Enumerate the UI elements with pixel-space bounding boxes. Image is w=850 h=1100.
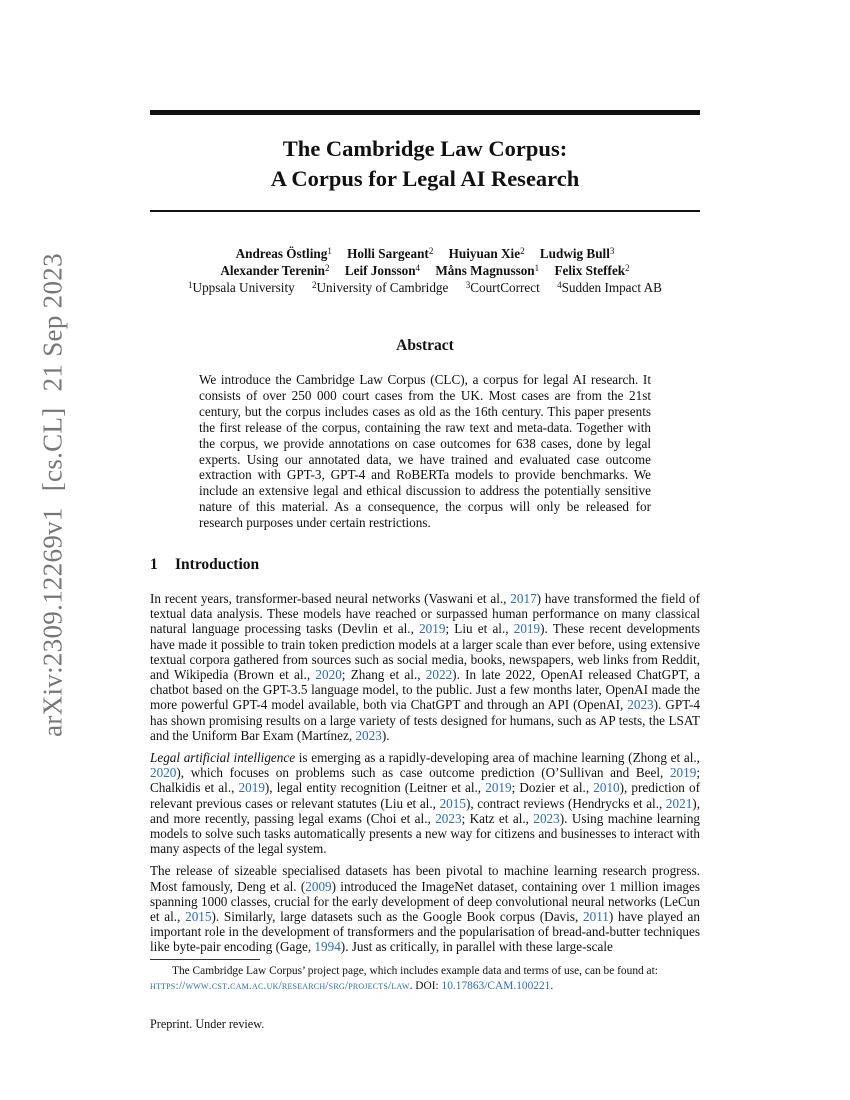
- author-name: Andreas Östling: [235, 246, 328, 261]
- citation-link[interactable]: 2019: [513, 621, 541, 637]
- arxiv-stamp: [38, 253, 69, 737]
- citation-link[interactable]: 2011: [583, 909, 609, 925]
- footnote: The Cambridge Law Corpus’ project page, which includes example data and terms of use, can be found at: https://www.cst.cam.ac.uk/research/srg/projects/law. DOI: 10.17863/CAM.100221.: [150, 965, 658, 992]
- citation-link[interactable]: 2021: [665, 795, 693, 811]
- citation-link[interactable]: 2019: [485, 780, 512, 796]
- affiliations: $^1$Uppsala University $^2$University of Cambridge $^3$CourtCorrect $^4$Sudden Impact AB: [188, 280, 662, 295]
- author-name: Måns Magnusson: [435, 263, 535, 278]
- authors-line-1: Andreas Östling$^1$ Holli Sargeant$^2$ Huiyuan Xie$^2$ Ludwig Bull$^3$: [235, 246, 615, 261]
- citation-link[interactable]: 2023: [533, 810, 560, 826]
- affiliation: Uppsala University: [192, 280, 295, 295]
- author-name: Holli Sargeant: [347, 246, 429, 261]
- section-title: Introduction: [175, 556, 260, 573]
- citation-link[interactable]: 2020: [150, 765, 177, 781]
- preprint-note: Preprint. Under review.: [150, 1017, 265, 1031]
- title-line-2: A Corpus for Legal AI Research: [270, 166, 580, 191]
- doi-link[interactable]: 10.17863/CAM.100221: [441, 979, 551, 992]
- citation-link[interactable]: 2019: [238, 780, 265, 796]
- arxiv-date: 21 Sep 2023: [37, 253, 68, 392]
- affiliation: University of Cambridge: [316, 280, 449, 295]
- emphasis: Legal artificial intelligence: [150, 750, 296, 766]
- title-line-1: The Cambridge Law Corpus:: [282, 136, 568, 161]
- arxiv-category: [cs.CL]: [37, 407, 68, 492]
- author-block: [150, 245, 700, 296]
- author-name: Ludwig Bull: [539, 246, 610, 261]
- citation-link[interactable]: 2019: [419, 621, 446, 637]
- section-heading: [150, 556, 259, 574]
- citation-link[interactable]: 2015: [185, 909, 212, 925]
- citation-link[interactable]: 2015: [439, 795, 466, 811]
- arxiv-id: arXiv:2309.12269v1: [37, 507, 68, 737]
- author-name: Leif Jonsson: [344, 263, 416, 278]
- abstract-heading: Abstract: [396, 337, 454, 354]
- citation-link[interactable]: 2017: [510, 591, 537, 606]
- citation-link[interactable]: 2022: [425, 667, 453, 683]
- citation-link[interactable]: 2023: [627, 697, 654, 713]
- affiliation: Sudden Impact AB: [561, 280, 662, 295]
- footnote-rule: [150, 959, 260, 960]
- introduction-body: [150, 591, 700, 962]
- section-number: 1: [150, 556, 158, 573]
- footnote-text: The Cambridge Law Corpus’ project page, which includes example data and terms of use, can be found at:: [172, 965, 658, 977]
- citation-link[interactable]: 2020: [315, 667, 342, 683]
- citation-link[interactable]: 2019: [669, 765, 697, 781]
- title-rule: [150, 210, 700, 212]
- citation-link[interactable]: 2023: [435, 810, 462, 826]
- paragraph: In recent years, transformer-based neural networks (Vaswani et al., 2017) have transformed the field of textual data analysis. These models have reached or surpassed human performance on many classical natural language processing tasks (Devlin et al., 2019; Liu et al., 2019). These recent developments have made it possible to train token prediction models at a larger scale than ever before, using extensive textual corpora gathered from sources such as social media, books, newspapers, web links from Reddit, and Wikipedia (Brown et al., 2020; Zhang et al., 2022). In late 2022, OpenAI released ChatGPT, a chatbot based on the GPT-3.5 language model, to the public. Just a few months later, OpenAI made the more powerful GPT-4 model available, both via ChatGPT and through an API (OpenAI, 2023). GPT-4 has shown promising results on a large variety of tests designed for humans, such as AP tests, the LSAT and the Uniform Bar Exam (Martínez, 2023).: [150, 591, 701, 743]
- affiliation: CourtCorrect: [470, 280, 540, 295]
- author-name: Alexander Terenin: [220, 263, 326, 278]
- authors-line-2: Alexander Terenin$^2$ Leif Jonsson$^4$ Måns Magnusson$^1$ Felix Steffek$^2$: [220, 263, 630, 278]
- paragraph: The release of sizeable specialised datasets has been pivotal to machine learning research progress. Most famously, Deng et al. (2009) introduced the ImageNet dataset, containing over 1 million images spanning 1000 classes, crucial for the early development of deep convolutional neural networks (LeCun et al., 2015). Similarly, large datasets such as the Google Book corpus (Davis, 2011) have played an important role in the development of transformers and the popularisation of bread-and-butter techniques like byte-pair encoding (Gage, 1994). Just as critically, in parallel with these large-scale: [150, 863, 700, 955]
- paper-title: [150, 134, 700, 194]
- citation-link[interactable]: 2023: [355, 727, 382, 743]
- top-rule: [150, 110, 700, 115]
- citation-link[interactable]: 2010: [593, 780, 620, 796]
- project-page-link[interactable]: https://www.cst.cam.ac.uk/research/srg/projects/law: [150, 979, 410, 992]
- citation-link[interactable]: 1994: [314, 939, 341, 955]
- author-name: Huiyuan Xie: [448, 246, 521, 261]
- abstract-text: We introduce the Cambridge Law Corpus (CLC), a corpus for legal AI research. It consists of over 250 000 court cases from the UK. Most cases are from the 21st century, but the corpus includes cases as old as the 16th century. This paper presents the first release of the corpus, containing the raw text and meta-data. Together with the corpus, we provide annotations on case outcomes for 638 cases, done by legal experts. Using our annotated data, we have trained and evaluated case outcome extraction with GPT-3, GPT-4 and RoBERTa models to provide benchmarks. We include an extensive legal and ethical discussion to address the potentially sensitive nature of this material. As a consequence, the corpus will only be released for research purposes under certain restrictions.: [199, 372, 651, 531]
- citation-link[interactable]: 2009: [305, 878, 332, 894]
- paragraph: Legal artificial intelligence is emerging as a rapidly-developing area of machine learning (Zhong et al., 2020), which focuses on problems such as case outcome prediction (O’Sullivan and Beel, 2019; Chalkidis et al., 2019), legal entity recognition (Leitner et al., 2019; Dozier et al., 2010), prediction of relevant previous cases or relevant statutes (Liu et al., 2015), contract reviews (Hendrycks et al., 2021), and more recently, passing legal exams (Choi et al., 2023; Katz et al., 2023). Using machine learning models to solve such tasks automatically presents a new way for citizens and businesses to interact with many aspects of the legal system.: [150, 750, 701, 857]
- author-name: Felix Steffek: [554, 263, 626, 278]
